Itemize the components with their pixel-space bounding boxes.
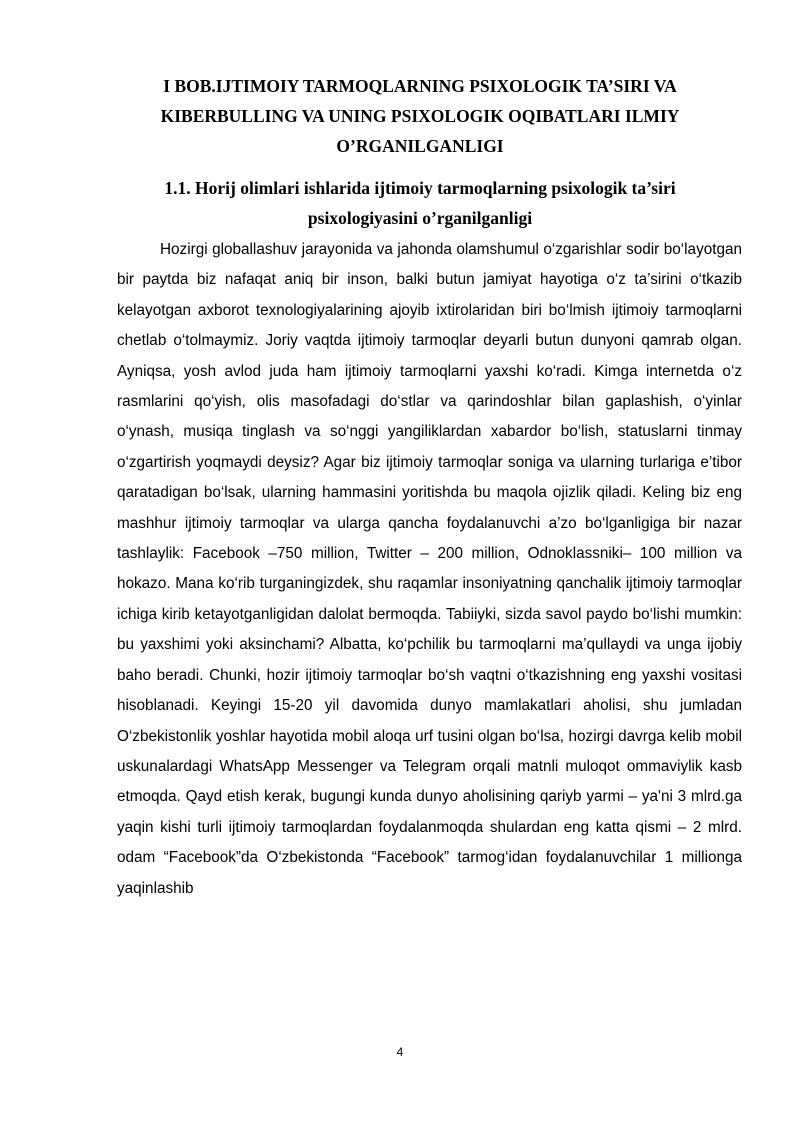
section-title: 1.1. Horij olimlari ishlarida ijtimoiy tarmoqlarning psixologik ta’siri psixologiyasini o’rganilganligi: [164, 178, 676, 228]
page-number: 4: [396, 1045, 404, 1059]
body-paragraph: Hozirgi globallashuv jarayonida va jahonda olamshumul o‘zgarishlar sodir bo‘layotgan bir paytda biz nafaqat aniq bir inson, balki butun jamiyat hayotiga o‘z ta’sirini o‘tkazib kelayotgan axborot texnologiyalarining ajoyib ixtirolaridan biri bo‘lmish ijtimoiy tarmoqlarni chetlab o‘tolmaymiz. Joriy vaqtda ijtimoiy tarmoqlar deyarli butun dunyoni qamrab olgan. Ayniqsa, yosh avlod juda ham ijtimoiy tarmoqlarni yaxshi ko‘radi. Kimga internetda o‘z rasmlarini qo‘yish, olis masofadagi do‘stlar va qarindoshlar bilan gaplashish, o‘yinlar o‘ynash, musiqa tinglash va so‘nggi yangiliklardan xabardor bo‘lish, statuslarni tinmay o‘zgartirish yoqmaydi deysiz? Agar biz ijtimoiy tarmoqlar soniga va ularning turlariga e’tibor qaratadigan bo‘lsak, ularning hammasini yoritishda bu maqola ojizlik qiladi. Keling biz eng mashhur ijtimoiy tarmoqlar va ularga qancha foydalanuvchi a’zo bo‘lganligiga bir nazar tashlaylik: Facebook –750 million, Twitter – 200 million, Odnoklassniki– 100 million va hokazo. Mana ko‘rib turganingizdek, shu raqamlar insoniyatning qanchalik ijtimoiy tarmoqlar ichiga kirib ketayotganligidan dalolat bermoqda. Tabiiyki, sizda savol paydo bo‘lishi mumkin: bu yaxshimi yoki aksinchami? Albatta, ko‘pchilik bu tarmoqlarni ma’qullaydi va unga ijobiy baho beradi. Chunki, hozir ijtimoiy tarmoqlar bo‘sh vaqtni o‘tkazishning eng yaxshi vositasi hisoblanadi. Keyingi 15-20 yil davomida dunyo mamlakatlari aholisi, shu jumladan O‘zbekistonlik yoshlar hayotida mobil aloqa urf tusini olgan bo‘lsa, hozirgi davrga kelib mobil uskunalardagi WhatsApp Messenger va Telegram orqali matnli muloqot ommaviylik kasb etmoqda. Qayd etish kerak, bugungi kunda dunyo aholisining qariyb yarmi – ya'ni 3 mlrd.ga yaqin kishi turli ijtimoiy tarmoqlardan foydalanmoqda shulardan eng katta qismi – 2 mlrd. odam “Facebook”da O‘zbekistonda “Facebook” tarmog‘idan foydalanuvchilar 1 millionga yaqinlashib: [117, 241, 742, 897]
chapter-title: I BOB.IJTIMOIY TARMOQLARNING PSIXOLOGIK TA’SIRI VA KIBERBULLING VA UNING PSIXOLOGIK OQIBATLARI ILMIY O’RGANILGANLIGI: [160, 76, 680, 156]
